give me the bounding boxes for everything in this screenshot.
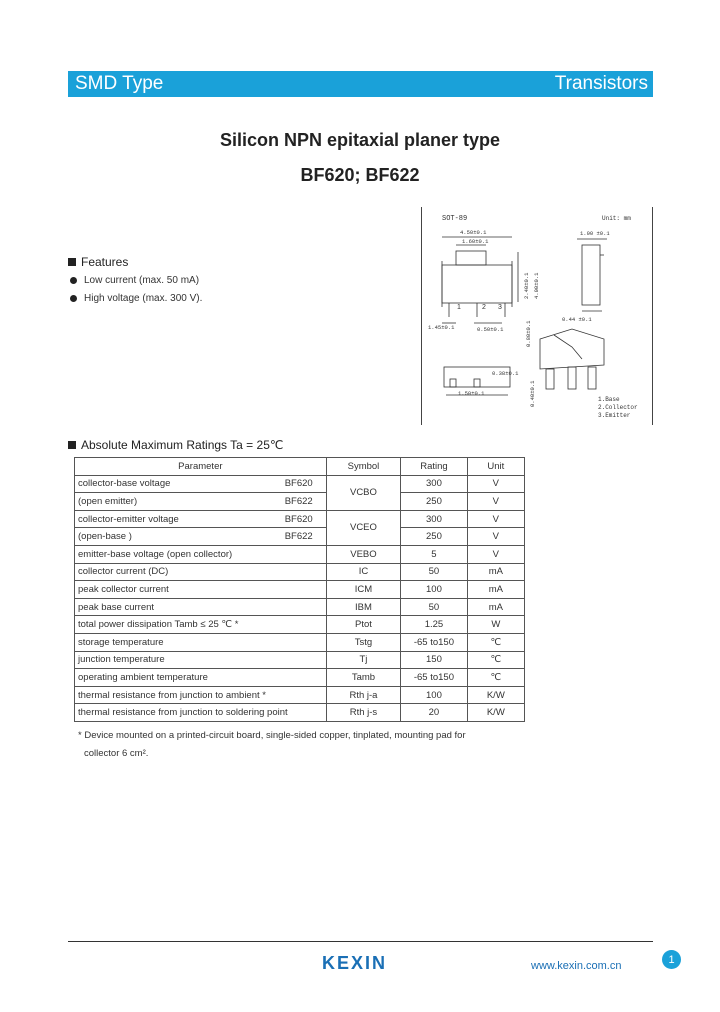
unit-cell: V — [467, 510, 524, 528]
column-header: Symbol — [326, 458, 401, 476]
symbol-cell: Tamb — [326, 669, 401, 687]
website-link[interactable]: www.kexin.com.cn — [531, 960, 622, 972]
header-right-label: Transistors — [554, 73, 648, 94]
unit-cell: mA — [467, 598, 524, 616]
symbol-cell: Rth j-s — [326, 704, 401, 722]
param-cell — [75, 510, 327, 528]
square-bullet-icon — [68, 441, 76, 449]
symbol-cell: IC — [326, 563, 401, 581]
param-cell: thermal resistance from junction to soldering point — [75, 704, 327, 722]
table-row — [75, 510, 525, 528]
unit-cell: W — [467, 616, 524, 634]
pin-legend: 1.Base — [598, 396, 620, 403]
dim-label: 4.50±0.1 — [460, 229, 487, 236]
param-name: (open-base ) — [78, 531, 132, 543]
table-row — [75, 563, 525, 581]
dim-label: 0.50±0.1 — [477, 326, 504, 333]
rating-cell: 100 — [401, 581, 467, 599]
param-cell: thermal resistance from junction to ambient * — [75, 686, 327, 704]
dim-label: 2.40±0.1 — [523, 272, 530, 299]
unit-cell: mA — [467, 563, 524, 581]
unit-cell: ℃ — [467, 651, 524, 669]
table-row — [75, 581, 525, 599]
footnote-line: collector 6 cm². — [84, 748, 149, 759]
ratings-table — [74, 457, 525, 722]
column-header: Rating — [401, 458, 467, 476]
param-cell — [75, 475, 327, 493]
rating-cell: 1.25 — [401, 616, 467, 634]
square-bullet-icon — [68, 258, 76, 266]
side-view — [577, 239, 607, 311]
param-cell: total power dissipation Tamb ≤ 25 ℃ * — [75, 616, 327, 634]
param-cell: storage temperature — [75, 633, 327, 651]
symbol-cell: Ptot — [326, 616, 401, 634]
features-heading-label: Features — [81, 255, 129, 269]
pin-number: 2 — [482, 304, 486, 311]
rating-cell: 300 — [401, 475, 467, 493]
unit-cell: ℃ — [467, 633, 524, 651]
unit-cell: K/W — [467, 704, 524, 722]
rating-cell: -65 to150 — [401, 669, 467, 687]
kexin-logo: KEXIN — [322, 953, 388, 973]
param-cell — [75, 493, 327, 511]
footnote-line: * Device mounted on a printed-circuit board, single-sided copper, tinplated, mounting pad for — [78, 730, 466, 741]
dim-label: 1.50±0.1 — [458, 390, 485, 397]
table-row — [75, 545, 525, 563]
feature-item — [70, 275, 199, 286]
param-cell: operating ambient temperature — [75, 669, 327, 687]
feature-text: High voltage (max. 300 V). — [84, 293, 203, 304]
param-cell: emitter-base voltage (open collector) — [75, 545, 327, 563]
param-cell — [75, 528, 327, 546]
symbol-cell: VCBO — [326, 475, 401, 510]
bullet-icon — [70, 295, 77, 302]
rating-cell: 300 — [401, 510, 467, 528]
unit-cell: ℃ — [467, 669, 524, 687]
column-header: Unit — [467, 458, 524, 476]
param-type: BF620 — [284, 513, 313, 525]
unit-cell: V — [467, 475, 524, 493]
document-title: Silicon NPN epitaxial planer type — [219, 130, 501, 150]
symbol-cell: ICM — [326, 581, 401, 599]
ratings-heading — [68, 438, 283, 452]
unit-cell: V — [467, 545, 524, 563]
symbol-cell: IBM — [326, 598, 401, 616]
symbol-cell: Tstg — [326, 633, 401, 651]
table-row — [75, 633, 525, 651]
table-header-row — [75, 458, 525, 476]
dim-label: 4.00±0.1 — [533, 272, 540, 299]
table-row — [75, 475, 525, 493]
features-heading — [68, 255, 128, 269]
rating-cell: 250 — [401, 528, 467, 546]
dim-label: 0.80±0.1 — [525, 320, 532, 347]
header-bar — [68, 71, 653, 97]
ratings-heading-label: Absolute Maximum Ratings Ta = 25℃ — [81, 438, 284, 452]
pin-legend: 2.Collector — [598, 404, 638, 411]
symbol-cell: VEBO — [326, 545, 401, 563]
param-cell: peak collector current — [75, 581, 327, 599]
dim-label: 0.38±0.1 — [492, 370, 519, 377]
unit-cell: V — [467, 493, 524, 511]
table-row — [75, 493, 525, 511]
table-row — [75, 651, 525, 669]
table-row — [75, 528, 525, 546]
rating-cell: 20 — [401, 704, 467, 722]
param-cell: peak base current — [75, 598, 327, 616]
feature-text: Low current (max. 50 mA) — [84, 275, 200, 286]
param-type: BF622 — [284, 495, 313, 507]
rating-cell: 50 — [401, 598, 467, 616]
pin-number: 3 — [498, 304, 502, 311]
package-drawing — [421, 207, 653, 425]
param-type: BF622 — [284, 531, 313, 543]
table-row — [75, 669, 525, 687]
table-row — [75, 704, 525, 722]
table-row — [75, 598, 525, 616]
bullet-icon — [70, 277, 77, 284]
table-row — [75, 616, 525, 634]
table-row — [75, 686, 525, 704]
rating-cell: 250 — [401, 493, 467, 511]
param-name: collector-emitter voltage — [78, 513, 179, 525]
rating-cell: 100 — [401, 686, 467, 704]
header-left-label: SMD Type — [75, 73, 164, 94]
package-outline-svg — [422, 207, 654, 425]
package-name: SOT-89 — [442, 215, 468, 223]
part-numbers: BF620; BF622 — [300, 165, 420, 185]
footnote — [78, 727, 518, 763]
dim-label: 1.45±0.1 — [428, 324, 455, 331]
pin-legend: 3.Emitter — [598, 412, 631, 419]
param-name: (open emitter) — [78, 495, 138, 507]
symbol-cell: VCEO — [326, 510, 401, 545]
param-type: BF620 — [284, 478, 313, 490]
unit-label: Unit: mm — [602, 215, 631, 222]
dim-label: 1.60±0.1 — [462, 238, 489, 245]
param-name: collector-base voltage — [78, 478, 171, 490]
page-number-badge: 1 — [662, 950, 681, 969]
pin-number: 1 — [457, 304, 461, 311]
feature-item — [70, 293, 202, 304]
rating-cell: -65 to150 — [401, 633, 467, 651]
symbol-cell: Tj — [326, 651, 401, 669]
unit-cell: K/W — [467, 686, 524, 704]
param-cell: collector current (DC) — [75, 563, 327, 581]
dim-label: 1.00 ±0.1 — [580, 230, 610, 237]
rating-cell: 150 — [401, 651, 467, 669]
top-view — [442, 237, 518, 323]
dim-label: 0.40±0.1 — [529, 380, 536, 407]
rating-cell: 5 — [401, 545, 467, 563]
unit-cell: V — [467, 528, 524, 546]
symbol-cell: Rth j-a — [326, 686, 401, 704]
footer-divider — [68, 941, 653, 942]
dim-label: 0.44 ±0.1 — [562, 316, 592, 323]
unit-cell: mA — [467, 581, 524, 599]
rating-cell: 50 — [401, 563, 467, 581]
column-header: Parameter — [75, 458, 327, 476]
param-cell: junction temperature — [75, 651, 327, 669]
package-3d-view — [540, 329, 604, 389]
